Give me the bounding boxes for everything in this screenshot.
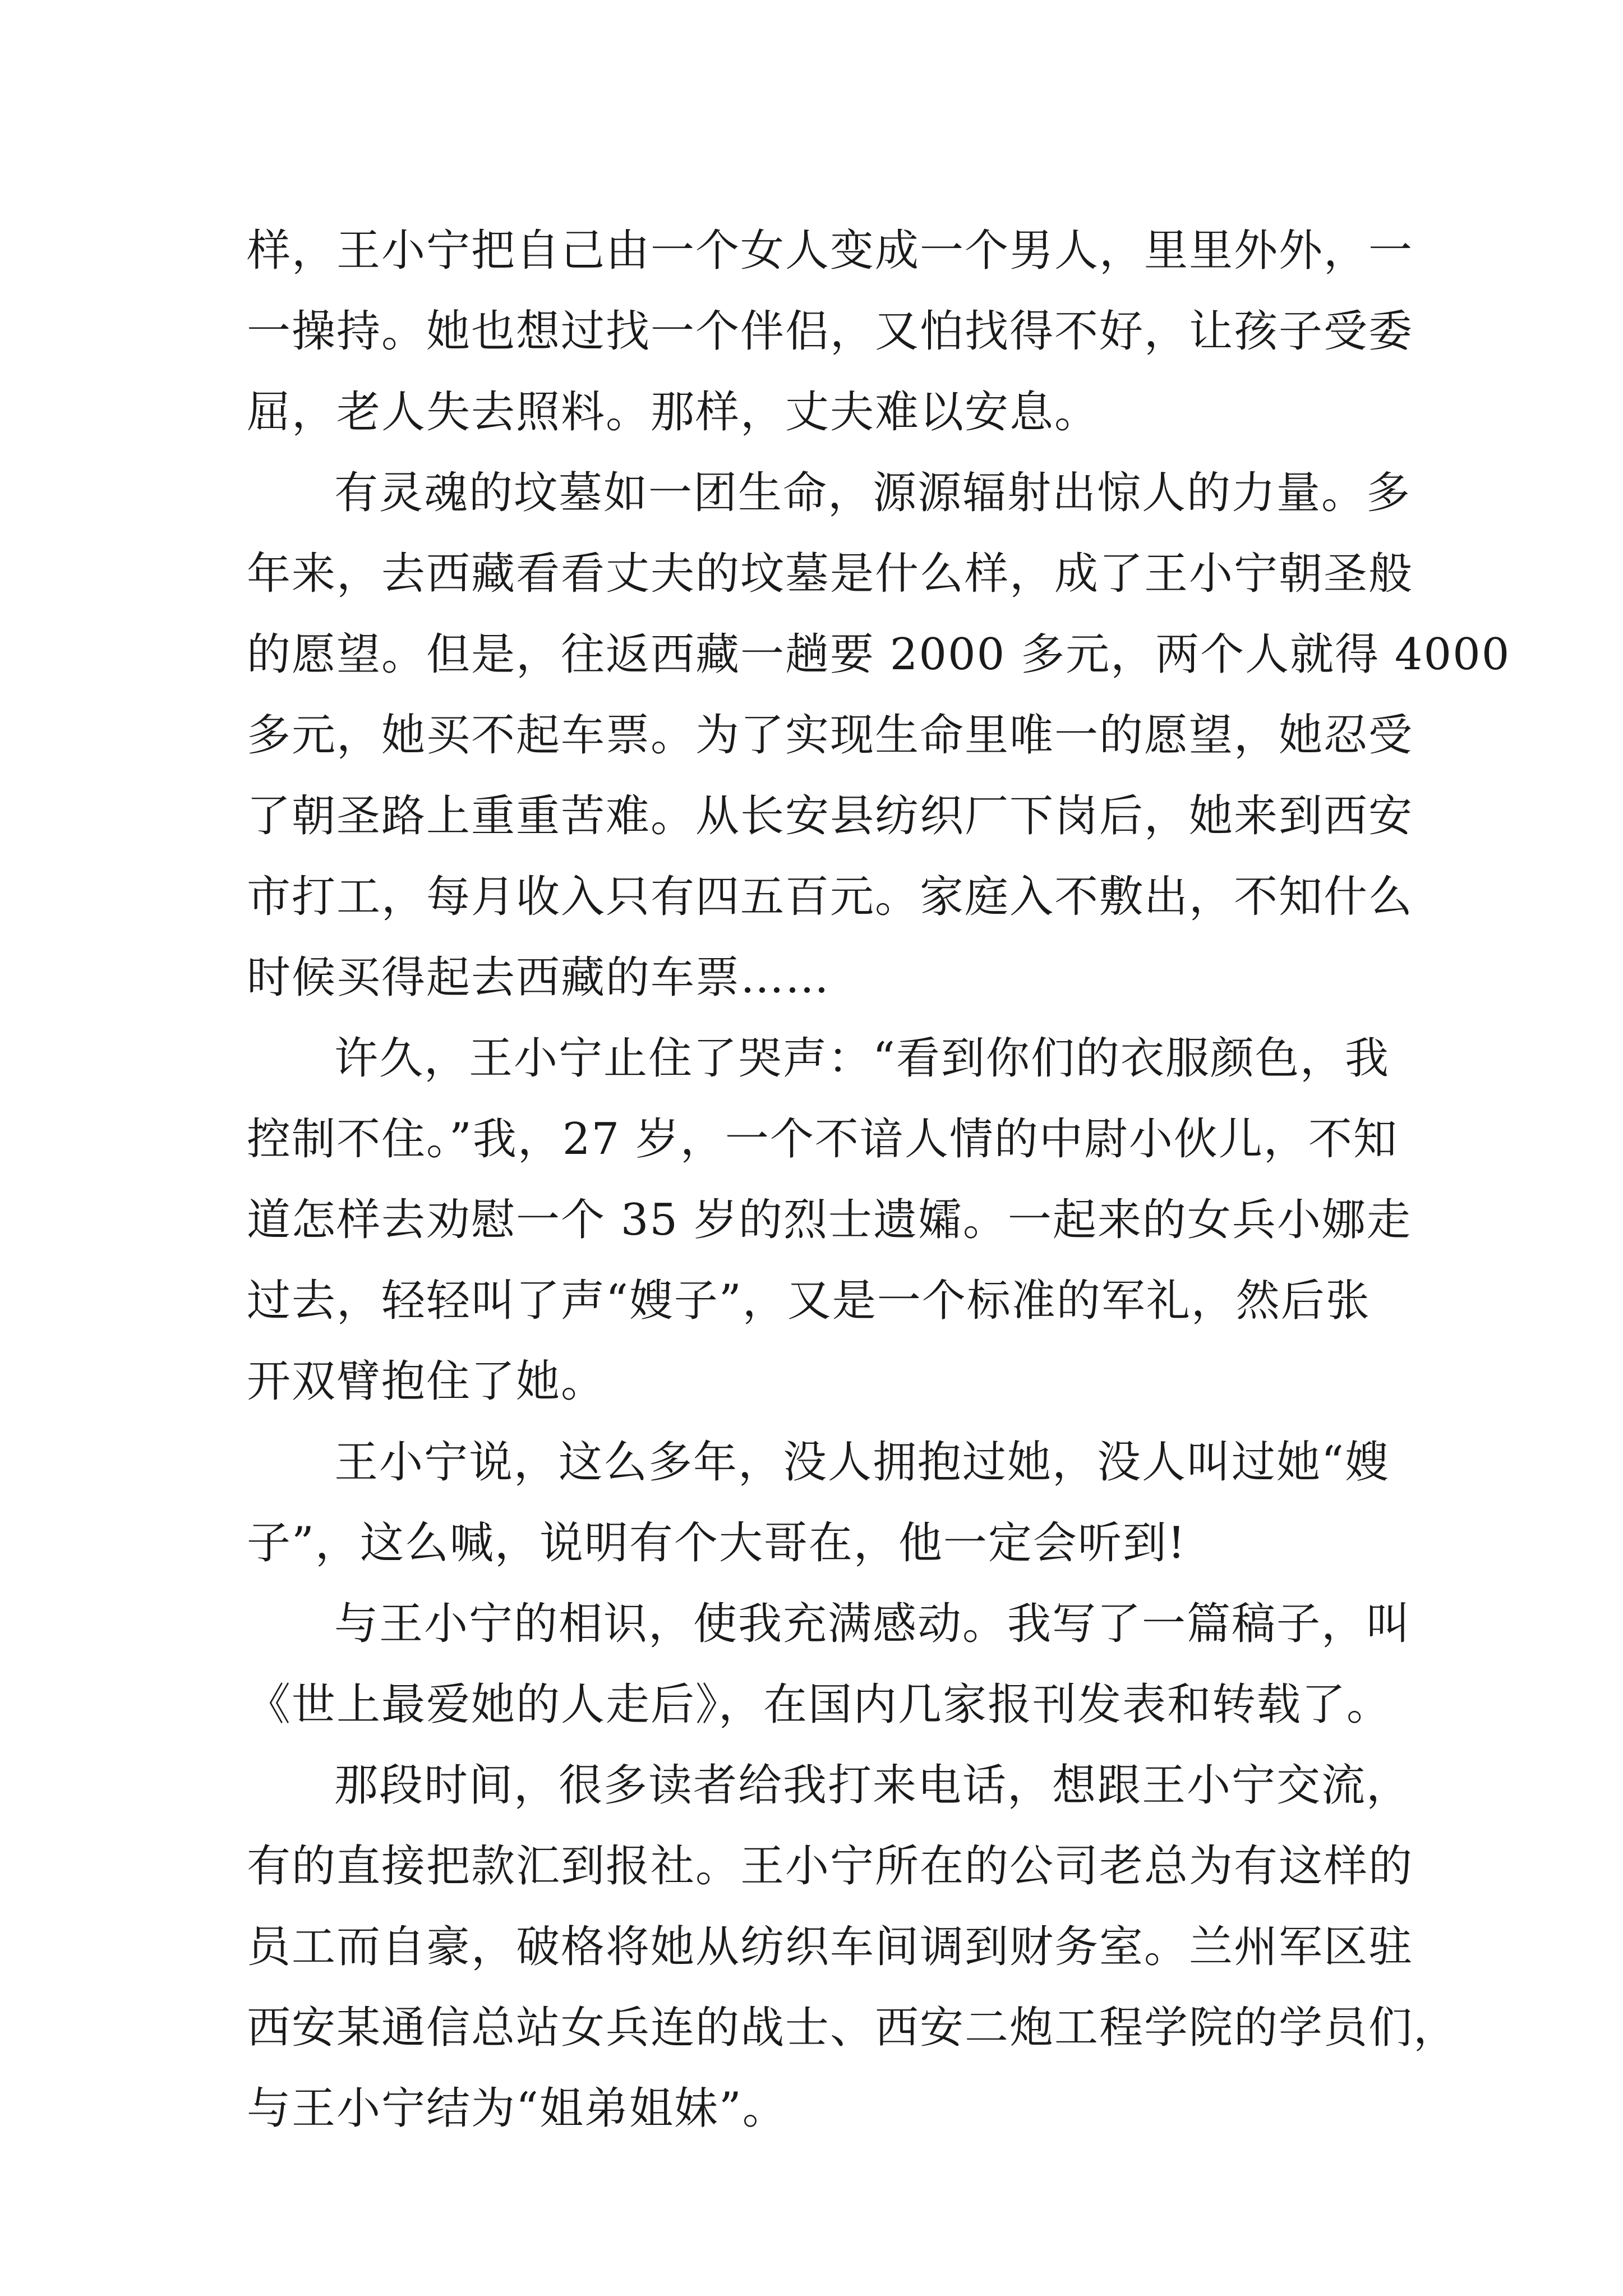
text-line: 《世上最爱她的人走后》，在国内几家报刊发表和转载了。 (247, 1680, 1392, 1730)
text-line: 年来，去西藏看看丈夫的坟墓是什么样，成了王小宁朝圣般 (247, 549, 1414, 599)
text-line: 控制不住。”我，27 岁，一个不谙人情的中尉小伙儿，不知 (247, 1114, 1398, 1165)
text-line: 时候买得起去西藏的车票…… (247, 953, 831, 1003)
text-line: 有灵魂的坟墓如一团生命，源源辐射出惊人的力量。多 (334, 468, 1412, 518)
text-line: 子”，这么喊，说明有个大哥在，他一定会听到! (247, 1518, 1187, 1568)
body-text (247, 210, 1511, 2149)
text-line: 王小宁说，这么多年，没人拥抱过她，没人叫过她“嫂 (334, 1437, 1390, 1488)
text-line: 与王小宁结为“姐弟姐妹”。 (247, 2083, 787, 2134)
text-line: 西安某通信总站女兵连的战士、西安二炮工程学院的学员们， (247, 2003, 1459, 2053)
text-line: 开双臂抱住了她。 (247, 1356, 606, 1407)
text-line: 了朝圣路上重重苦难。从长安县纺织厂下岗后，她来到西安 (247, 791, 1414, 841)
text-line: 许久，王小宁止住了哭声：“看到你们的衣服颜色，我 (334, 1033, 1390, 1084)
text-line: 有的直接把款汇到报社。王小宁所在的公司老总为有这样的 (247, 1841, 1414, 1892)
text-line: 样，王小宁把自己由一个女人变成一个男人，里里外外，一 (247, 226, 1414, 276)
text-line: 屈，老人失去照料。那样，丈夫难以安息。 (247, 387, 1100, 438)
text-line: 员工而自豪，破格将她从纺织车间调到财务室。兰州军区驻 (247, 1922, 1414, 1972)
text-line: 与王小宁的相识，使我充满感动。我写了一篇稿子，叫 (334, 1599, 1412, 1649)
text-line: 道怎样去劝慰一个 35 岁的烈士遗孀。一起来的女兵小娜走 (247, 1195, 1412, 1245)
text-line: 一操持。她也想过找一个伴侣，又怕找得不好，让孩子受委 (247, 306, 1414, 357)
text-line: 市打工，每月收入只有四五百元。家庭入不敷出，不知什么 (247, 872, 1414, 922)
text-line: 多元，她买不起车票。为了实现生命里唯一的愿望，她忍受 (247, 710, 1414, 761)
text-line: 过去，轻轻叫了声“嫂子”，又是一个标准的军礼，然后张 (247, 1276, 1371, 1326)
text-line: 的愿望。但是，往返西藏一趟要 2000 多元，两个人就得 4000 (247, 629, 1511, 680)
text-line: 那段时间，很多读者给我打来电话，想跟王小宁交流， (334, 1760, 1412, 1811)
